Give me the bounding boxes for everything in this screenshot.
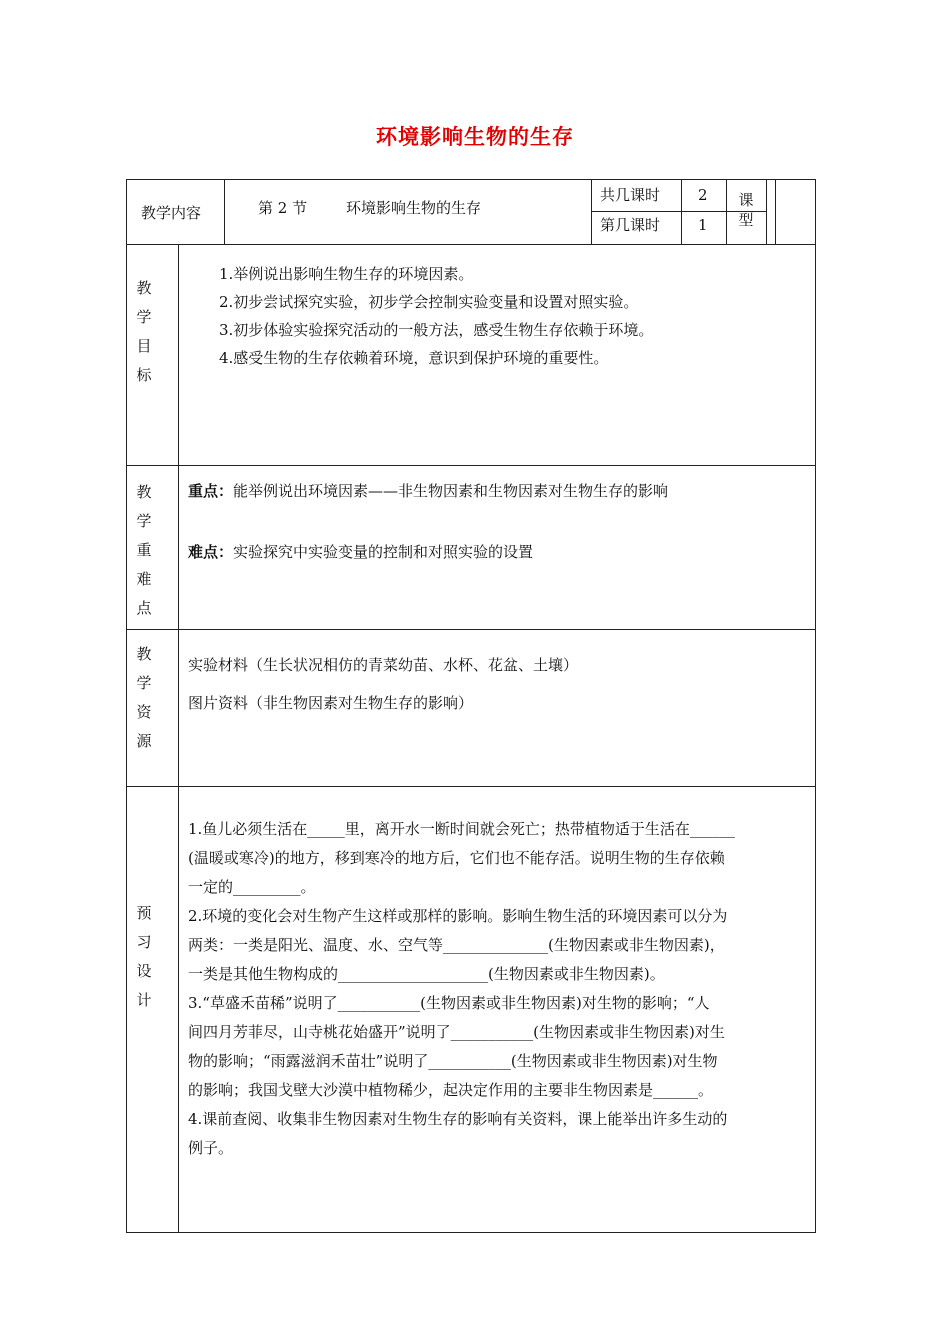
- header-col-divider-1: [224, 179, 225, 244]
- current-hour-value: 1: [698, 216, 708, 234]
- preview-text: [188, 815, 735, 1163]
- difficult-point-label: 难点：: [188, 543, 234, 561]
- total-hours-value: 2: [698, 186, 708, 204]
- header-col-divider-6: [775, 179, 776, 244]
- row-divider-2: [126, 465, 816, 466]
- resource-item: 实验材料（生长状况相仿的青菜幼苗、水杯、花盆、土壤）: [188, 656, 579, 674]
- label-column-divider: [178, 244, 179, 1233]
- preview-line: 物的影响；“雨露滋润禾苗壮”说明了___________(生物因素或非生物因素)对生物: [188, 1052, 718, 1070]
- difficult-point: [188, 542, 533, 562]
- preview-line: 4.课前查阅、收集非生物因素对生物生存的影响有关资料，课上能举出许多生动的: [188, 1110, 728, 1128]
- key-point: [188, 481, 668, 501]
- resource-item: 图片资料（非生物因素对生物生存的影响）: [188, 694, 474, 712]
- key-points-label: 教 学 重 难 点: [136, 483, 152, 617]
- total-hours-label: 共几课时: [600, 186, 661, 204]
- header-col-divider-3: [681, 179, 682, 244]
- row-divider-1: [126, 244, 816, 245]
- current-hour-label: 第几课时: [600, 216, 661, 234]
- section-number: 第 2 节: [258, 199, 308, 217]
- preview-line: 的影响；我国戈壁大沙漠中植物稀少，起决定作用的主要非生物因素是______。: [188, 1081, 714, 1099]
- content-label: 教学内容: [141, 204, 202, 222]
- objectives-list: [219, 260, 653, 372]
- objectives-label: 教 学 目 标: [136, 279, 152, 384]
- row-divider-4: [126, 786, 816, 787]
- table-border-left: [126, 179, 127, 1233]
- objective-item: 4.感受生物的生存依赖着环境，意识到保护环境的重要性。: [219, 349, 609, 367]
- preview-line: 3.“草盛禾苗稀”说明了___________(生物因素或非生物因素)对生物的影响；“人: [188, 994, 710, 1012]
- objective-item: 1.举例说出影响生物生存的环境因素。: [219, 265, 474, 283]
- preview-line: (温暖或寒冷)的地方，移到寒冷的地方后，它们也不能存活。说明生物的生存依赖: [188, 849, 725, 867]
- lesson-type-label: 课 型: [738, 191, 754, 229]
- table-border-top: [126, 179, 816, 180]
- preview-line: 例子。: [188, 1139, 234, 1157]
- page-title: 环境影响生物的生存: [376, 125, 574, 149]
- key-point-text: 能举例说出环境因素——非生物因素和生物因素对生物生存的影响: [233, 482, 669, 500]
- preview-label: 预 习 设 计: [136, 904, 152, 1009]
- preview-line: 2.环境的变化会对生物产生这样或那样的影响。影响生物生活的环境因素可以分为: [188, 907, 728, 925]
- row-divider-3: [126, 629, 816, 630]
- table-border-right: [815, 179, 816, 1233]
- header-col-divider-2: [591, 179, 592, 244]
- resources-label: 教 学 资 源: [136, 645, 152, 750]
- table-border-bottom: [126, 1232, 816, 1233]
- objective-item: 2.初步尝试探究实验，初步学会控制实验变量和设置对照实验。: [219, 293, 639, 311]
- key-point-label: 重点：: [188, 482, 234, 500]
- difficult-point-text: 实验探究中实验变量的控制和对照实验的设置: [233, 543, 534, 561]
- header-col-divider-4: [726, 179, 727, 244]
- preview-line: 1.鱼儿必须生活在_____里，离开水一断时间就会死亡；热带植物适于生活在______: [188, 820, 735, 838]
- preview-line: 两类：一类是阳光、温度、水、空气等______________(生物因素或非生物因素)，: [188, 936, 725, 954]
- section-title: 环境影响生物的生存: [346, 199, 482, 217]
- preview-line: 一定的_________。: [188, 878, 316, 896]
- preview-line: 一类是其他生物构成的____________________(生物因素或非生物因素)。: [188, 965, 665, 983]
- header-col-divider-5: [766, 179, 767, 244]
- preview-line: 间四月芳菲尽，山寺桃花始盛开”说明了___________(生物因素或非生物因素)对生: [188, 1023, 725, 1041]
- objective-item: 3.初步体验实验探究活动的一般方法，感受生物生存依赖于环境。: [219, 321, 654, 339]
